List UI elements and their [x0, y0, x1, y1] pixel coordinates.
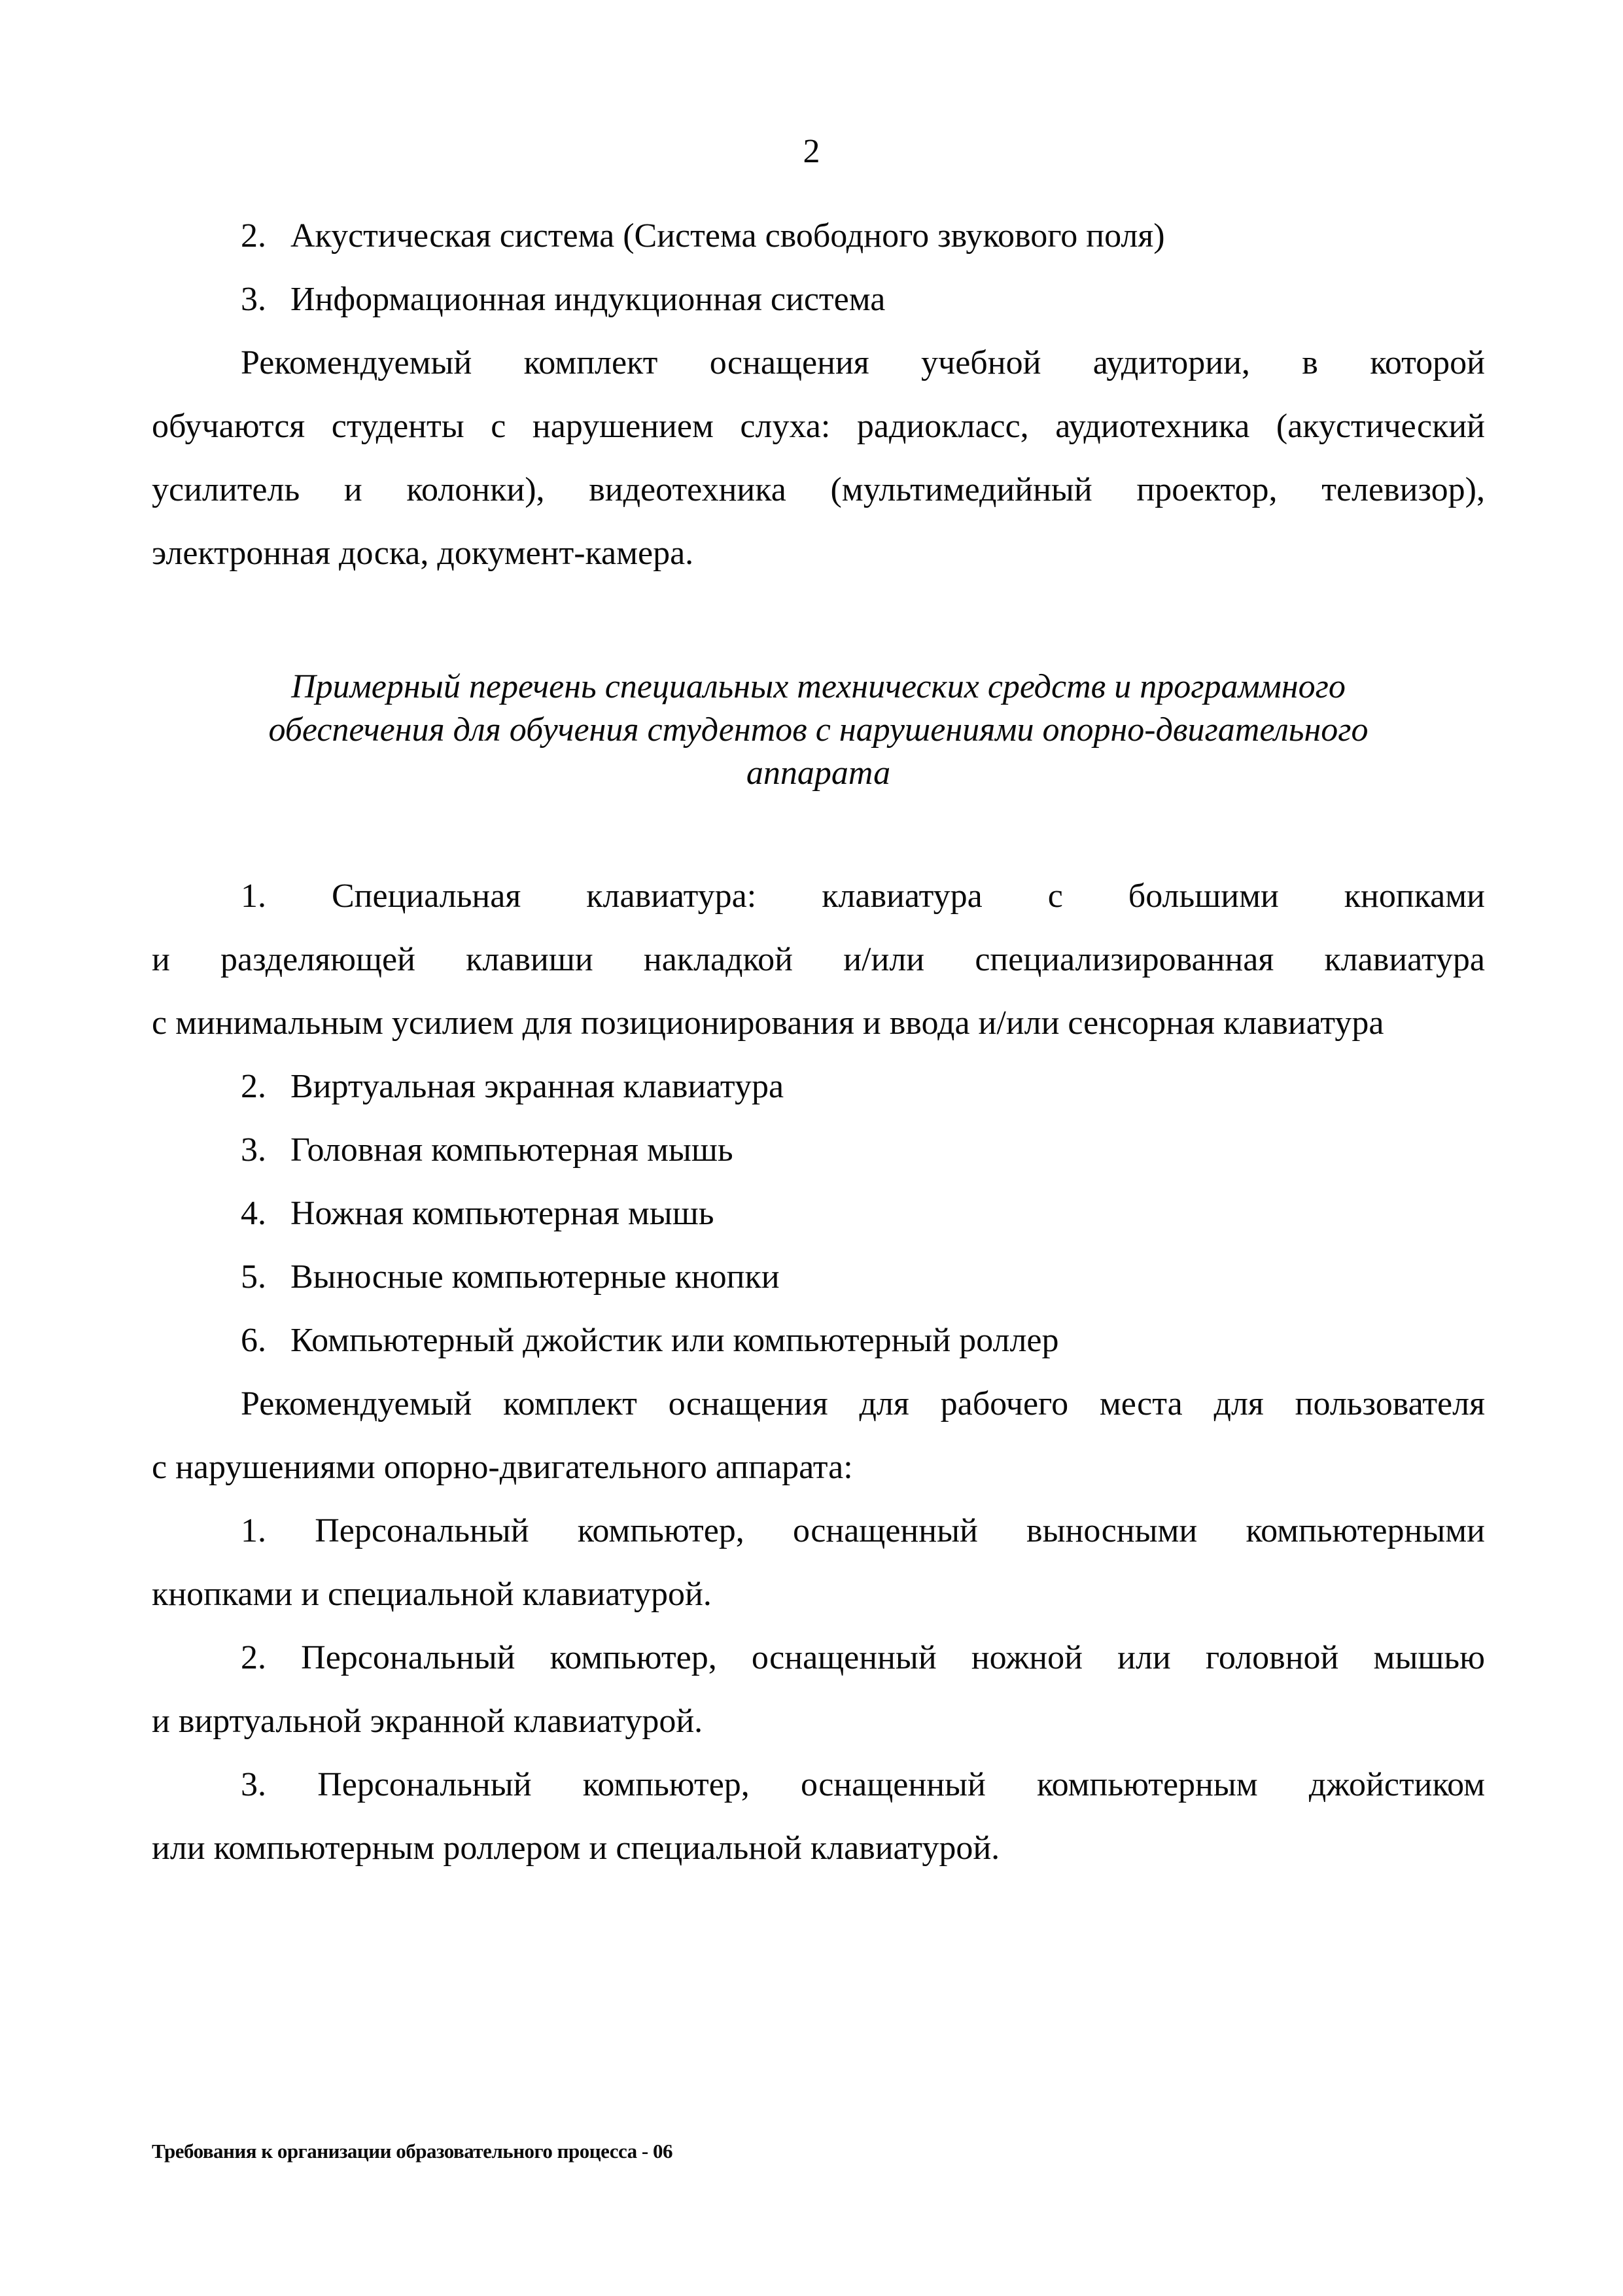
- heading-line: Примерный перечень специальных технических средств и программного: [291, 668, 1346, 705]
- workstation-item: [152, 1499, 1485, 1626]
- paragraph-line: усилитель и колонки), видеотехника (мультимедийный проектор, телевизор),: [152, 471, 1485, 508]
- workstation-item: [152, 1626, 1485, 1753]
- list-item-number: 6.: [241, 1322, 266, 1359]
- list-item-text: Информационная индукционная система: [290, 281, 886, 318]
- list-item-text: Выносные компьютерные кнопки: [290, 1258, 780, 1296]
- paragraph-line: с минимальным усилием для позиционирования и ввода и/или сенсорная клавиатура: [152, 1004, 1384, 1042]
- paragraph-motor-equipment: [152, 1372, 1485, 1499]
- list-item-number: 2.: [241, 1068, 266, 1105]
- paragraph-line: Рекомендуемый комплект оснащения учебной аудитории, в которой: [241, 344, 1485, 381]
- list-item-number: 4.: [241, 1195, 266, 1232]
- paragraph-line: и разделяющей клавиши накладкой и/или специализированная клавиатура: [152, 941, 1485, 978]
- paragraph-hearing-equipment: [152, 331, 1485, 585]
- paragraph-line: 2. Персональный компьютер, оснащенный ножной или головной мышью: [241, 1639, 1485, 1676]
- heading-line: обеспечения для обучения студентов с нарушениями опорно-двигательного: [268, 711, 1369, 749]
- page-footer: Требования к организации образовательного процесса - 06: [152, 2140, 672, 2163]
- list-item: [152, 204, 1485, 268]
- paragraph-line: электронная доска, документ-камера.: [152, 535, 694, 572]
- list-item-text: Компьютерный джойстик или компьютерный роллер: [290, 1322, 1059, 1359]
- list-item-number: 2.: [241, 217, 266, 255]
- list-item-text: Виртуальная экранная клавиатура: [290, 1068, 784, 1105]
- list-item: [152, 1055, 1485, 1118]
- paragraph-line: с нарушениями опорно-двигательного аппарата:: [152, 1449, 853, 1486]
- list-item: [152, 1118, 1485, 1182]
- paragraph-line: 1. Специальная клавиатура: клавиатура с большими кнопками: [241, 877, 1485, 915]
- list-item-text: Головная компьютерная мышь: [290, 1131, 733, 1169]
- list-item: [152, 1182, 1485, 1245]
- paragraph-line: 1. Персональный компьютер, оснащенный выносными компьютерными: [241, 1512, 1485, 1549]
- paragraph-line: или компьютерным роллером и специальной клавиатурой.: [152, 1829, 1000, 1867]
- paragraph-line: Рекомендуемый комплект оснащения для рабочего места для пользователя: [241, 1385, 1485, 1422]
- list-item-number: 3.: [241, 281, 266, 318]
- paragraph-line: кнопками и специальной клавиатурой.: [152, 1576, 712, 1613]
- document-body: [152, 204, 1485, 1880]
- list-item: [152, 1309, 1485, 1372]
- list-item-special-keyboard: [152, 864, 1485, 1055]
- paragraph-line: и виртуальной экранной клавиатурой.: [152, 1703, 703, 1740]
- list-item-text: Акустическая система (Система свободного звукового поля): [290, 217, 1165, 255]
- list-item-number: 5.: [241, 1258, 266, 1296]
- list-item-text: Ножная компьютерная мышь: [290, 1195, 714, 1232]
- list-item-number: 3.: [241, 1131, 266, 1169]
- page-number: 2: [803, 133, 820, 170]
- heading-line: аппарата: [746, 754, 891, 792]
- section-heading: [152, 665, 1485, 795]
- list-item: [152, 1245, 1485, 1309]
- list-item: [152, 268, 1485, 331]
- paragraph-line: 3. Персональный компьютер, оснащенный компьютерным джойстиком: [241, 1766, 1485, 1803]
- workstation-item: [152, 1753, 1485, 1880]
- paragraph-line: обучаются студенты с нарушением слуха: радиокласс, аудиотехника (акустический: [152, 408, 1485, 445]
